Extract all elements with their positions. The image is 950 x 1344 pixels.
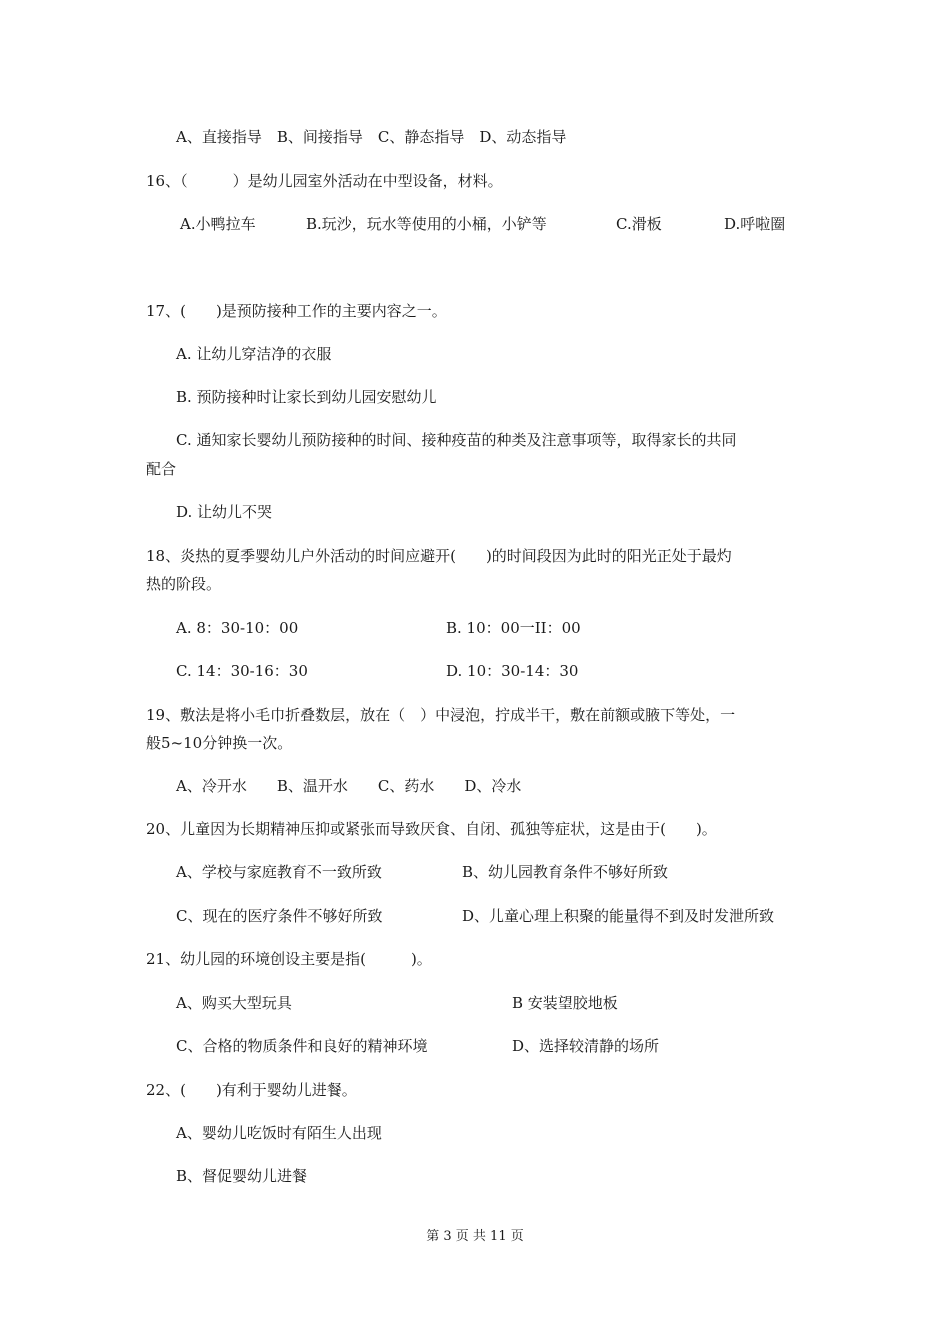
- q17-option-a: A. 让幼儿穿洁净的衣服: [176, 345, 332, 363]
- q20-options-row2: [0, 906, 950, 926]
- q21-options-row1: [0, 993, 950, 1013]
- q20-option-b: B、幼儿园教育条件不够好所致: [462, 863, 669, 881]
- q18-options-row2: [0, 661, 950, 681]
- q19-stem-cont: 般5~10分钟换一次。: [146, 734, 293, 752]
- q15-options: A、直接指导 B、间接指导 C、静态指导 D、动态指导: [176, 128, 567, 146]
- q21-option-d: D、选择较清静的场所: [512, 1037, 660, 1055]
- q17-option-c: C. 通知家长婴幼儿预防接种的时间、接种疫苗的种类及注意事项等，取得家长的共同: [176, 431, 737, 449]
- q20-options-row1: [0, 862, 950, 882]
- q19-stem: 19、敷法是将小毛巾折叠数层，放在（ ）中浸泡，拧成半干，敷在前额或腋下等处，一: [146, 706, 736, 724]
- q18-option-c: C. 14：30-16：30: [176, 662, 308, 680]
- q17-option-d: D. 让幼儿不哭: [176, 503, 273, 521]
- q20-option-a: A、学校与家庭教育不一致所致: [176, 863, 382, 881]
- q22-option-a: A、婴幼儿吃饭时有陌生人出现: [176, 1124, 382, 1142]
- q21-stem: 21、幼儿园的环境创设主要是指( )。: [146, 950, 432, 968]
- q21-options-row2: [0, 1036, 950, 1056]
- q16-option-c: C.滑板: [616, 215, 662, 233]
- q19-options: A、冷开水 B、温开水 C、药水 D、冷水: [176, 777, 522, 795]
- q16-stem: 16、（ ）是幼儿园室外活动在中型设备，材料。: [146, 172, 503, 190]
- q18-option-d: D. 10：30-14：30: [446, 662, 579, 680]
- q16-option-d: D.呼啦圈: [724, 215, 786, 233]
- q16-options: [0, 214, 950, 234]
- q18-stem: 18、炎热的夏季婴幼儿户外活动的时间应避开( )的时间段因为此时的阳光正处于最灼: [146, 547, 732, 565]
- q18-options-row1: [0, 618, 950, 638]
- q20-stem: 20、儿童因为长期精神压抑或紧张而导致厌食、自闭、孤独等症状，这是由于( )。: [146, 820, 717, 838]
- q21-option-b: B 安装望胶地板: [512, 994, 618, 1012]
- q16-option-b: B.玩沙，玩水等使用的小桶，小铲等: [306, 215, 547, 233]
- q20-option-d: D、儿童心理上积聚的能量得不到及时发泄所致: [462, 907, 775, 925]
- q21-option-c: C、合格的物质条件和良好的精神环境: [176, 1037, 428, 1055]
- q18-stem-cont: 热的阶段。: [146, 575, 222, 593]
- q17-option-b: B. 预防接种时让家长到幼儿园安慰幼儿: [176, 388, 437, 406]
- q20-option-c: C、现在的医疗条件不够好所致: [176, 907, 383, 925]
- q21-option-a: A、购买大型玩具: [176, 994, 292, 1012]
- q16-option-a: A.小鸭拉车: [180, 215, 256, 233]
- q17-stem: 17、( )是预防接种工作的主要内容之一。: [146, 302, 447, 320]
- q18-option-b: B. 10：00一II：00: [446, 619, 581, 637]
- q18-option-a: A. 8：30-10：00: [176, 619, 299, 637]
- q17-option-c-cont: 配合: [146, 460, 177, 478]
- q22-option-b: B、督促婴幼儿进餐: [176, 1167, 308, 1185]
- page-footer: 第 3 页 共 11 页: [426, 1229, 524, 1244]
- q22-stem: 22、( )有利于婴幼儿进餐。: [146, 1081, 357, 1099]
